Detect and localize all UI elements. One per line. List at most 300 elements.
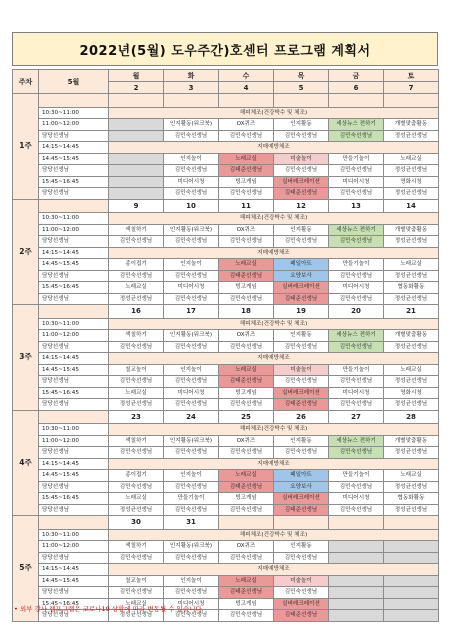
week-date-row xyxy=(13,305,439,319)
schedule-row xyxy=(13,318,439,330)
activity-cell: 색칠하기 xyxy=(109,435,164,447)
activity-cell: 페일아트 xyxy=(274,259,329,271)
teacher-cell: 김민숙선생님 xyxy=(329,270,384,282)
date-cell: 23 xyxy=(109,410,164,424)
activity-cell: 노래교실 xyxy=(219,364,274,376)
date-cell: 26 xyxy=(274,410,329,424)
time-cell: 담당선생님 xyxy=(39,236,109,248)
schedule-row xyxy=(13,575,439,587)
time-cell: 10:30~11:00 xyxy=(39,424,109,436)
activity-cell: 인지놀이 xyxy=(164,153,219,165)
activity-cell: 영화시청 xyxy=(384,176,439,188)
activity-cell: 색칠하기 xyxy=(109,330,164,342)
time-cell: 11:00~12:00 xyxy=(39,541,109,553)
date-cell: 9 xyxy=(109,199,164,213)
date-cell: 10 xyxy=(164,199,219,213)
time-cell: 담당선생님 xyxy=(39,165,109,177)
week-label: 1주 xyxy=(13,94,39,200)
date-cell xyxy=(164,94,219,108)
activity-cell: 빙고게임 xyxy=(219,598,274,610)
teacher-cell: 김민숙선생님 xyxy=(219,293,274,305)
teacher-cell: 정성균선생님 xyxy=(109,504,164,516)
teacher-cell: 정성균선생님 xyxy=(109,399,164,411)
day-header: 금 xyxy=(329,70,384,82)
time-cell: 담당선생님 xyxy=(39,610,109,622)
date-row-spacer xyxy=(39,199,109,213)
teacher-cell xyxy=(109,188,164,200)
date-cell xyxy=(384,516,439,530)
day-header: 토 xyxy=(384,70,439,82)
schedule-row xyxy=(13,552,439,564)
activity-cell: 개별맞춤활동 xyxy=(384,435,439,447)
time-cell: 담당선생님 xyxy=(39,341,109,353)
activity-cell: 미디어시청 xyxy=(164,387,219,399)
time-cell: 담당선생님 xyxy=(39,188,109,200)
activity-cell: 노래교실 xyxy=(109,598,164,610)
time-cell: 10:30~11:00 xyxy=(39,213,109,225)
activity-cell: 노래교실 xyxy=(384,153,439,165)
teacher-cell: 김민숙선생님 xyxy=(329,236,384,248)
activity-cell: 인지활동 xyxy=(274,541,329,553)
activity-cell: 만들기놀이 xyxy=(164,493,219,505)
schedule-row xyxy=(13,236,439,248)
time-cell: 10:30~11:00 xyxy=(39,107,109,119)
common-activity: 해피체조(건강박수 및 체조) xyxy=(109,213,439,225)
common-activity: 해피체조(건강박수 및 체조) xyxy=(109,107,439,119)
teacher-cell: 김민숙선생님 xyxy=(274,341,329,353)
activity-cell: 협동화활동 xyxy=(384,493,439,505)
activity-cell: 노래교실 xyxy=(109,493,164,505)
date-row-spacer xyxy=(39,94,109,108)
teacher-cell: 김민숙선생님 xyxy=(219,188,274,200)
activity-cell: 인지활동(워크북) xyxy=(164,224,219,236)
activity-cell: 노래교실 xyxy=(109,387,164,399)
teacher-cell: 정성균선생님 xyxy=(109,293,164,305)
teacher-cell: 김민숙선생님 xyxy=(219,610,274,622)
teacher-cell: 정성균선생님 xyxy=(384,399,439,411)
teacher-cell: 김민숙선생님 xyxy=(109,587,164,599)
teacher-cell: 김태준선생님 xyxy=(219,376,274,388)
activity-cell: 인지놀이 xyxy=(164,470,219,482)
week-date-row xyxy=(13,199,439,213)
schedule-row xyxy=(13,424,439,436)
schedule-row xyxy=(13,130,439,142)
activity-cell: 만들기놀이 xyxy=(329,153,384,165)
time-cell: 14:45~15:45 xyxy=(39,153,109,165)
activity-cell: 인지활동 xyxy=(274,330,329,342)
teacher-cell: 정성균선생님 xyxy=(384,447,439,459)
activity-cell: 미디어시청 xyxy=(164,282,219,294)
teacher-cell: 김민숙선생님 xyxy=(164,165,219,177)
teacher-cell: 김민숙선생님 xyxy=(109,552,164,564)
teacher-cell: 김태준선생님 xyxy=(219,587,274,599)
activity-cell: 빙고게임 xyxy=(219,176,274,188)
teacher-cell: 김민숙선생님 xyxy=(109,447,164,459)
teacher-cell: 김민숙선생님 xyxy=(219,236,274,248)
month-header: 5월 xyxy=(39,70,109,94)
common-activity: 해피체조(건강박수 및 체조) xyxy=(109,318,439,330)
common-activity: 지매예방체조 xyxy=(109,564,439,576)
schedule-row xyxy=(13,353,439,365)
schedule-row xyxy=(13,364,439,376)
activity-cell: 실버레크레이션 xyxy=(274,176,329,188)
activity-cell: 세상뉴스 전하기 xyxy=(329,224,384,236)
activity-cell xyxy=(329,541,384,553)
teacher-cell xyxy=(329,587,384,599)
time-cell: 담당선생님 xyxy=(39,552,109,564)
teacher-cell xyxy=(384,610,439,622)
date-cell: 27 xyxy=(329,410,384,424)
teacher-cell: 김민숙선생님 xyxy=(164,587,219,599)
date-cell xyxy=(109,94,164,108)
activity-cell: 인지활동 xyxy=(274,119,329,131)
date-cell xyxy=(384,94,439,108)
activity-cell: 미디어시청 xyxy=(164,176,219,188)
time-cell: 10:30~11:00 xyxy=(39,318,109,330)
teacher-cell: 김민숙선생님 xyxy=(164,610,219,622)
activity-cell: 페일아트 xyxy=(274,470,329,482)
activity-cell: 인지놀이 xyxy=(164,364,219,376)
activity-cell: 만들기놀이 xyxy=(329,364,384,376)
teacher-cell: 김민숙선생님 xyxy=(109,236,164,248)
teacher-cell: 김민숙선생님 xyxy=(274,587,329,599)
schedule-row xyxy=(13,493,439,505)
schedule-row xyxy=(13,399,439,411)
time-cell: 담당선생님 xyxy=(39,376,109,388)
time-cell: 담당선생님 xyxy=(39,399,109,411)
teacher-cell: 김민숙선생님 xyxy=(164,270,219,282)
activity-cell: 미디어시청 xyxy=(329,282,384,294)
activity-cell: 실버레크레이션 xyxy=(274,282,329,294)
teacher-cell: 김민숙선생님 xyxy=(109,376,164,388)
date-cell: 17 xyxy=(164,305,219,319)
teacher-cell: 김민숙선생님 xyxy=(219,552,274,564)
teacher-cell xyxy=(329,552,384,564)
activity-cell: 노래교실 xyxy=(384,470,439,482)
teacher-cell: 김태준선생님 xyxy=(219,165,274,177)
activity-cell: 만들기놀이 xyxy=(329,470,384,482)
teacher-cell: 김민숙선생님 xyxy=(164,376,219,388)
schedule-row xyxy=(13,330,439,342)
date-cell: 14 xyxy=(384,199,439,213)
teacher-cell: 김태준선생님 xyxy=(274,188,329,200)
time-cell: 담당선생님 xyxy=(39,270,109,282)
activity-cell: OX퀴즈 xyxy=(219,224,274,236)
activity-cell xyxy=(384,541,439,553)
teacher-cell: 김민숙선생님 xyxy=(164,236,219,248)
date-cell: 13 xyxy=(329,199,384,213)
date-cell: 24 xyxy=(164,410,219,424)
schedule-row xyxy=(13,435,439,447)
activity-cell: OX퀴즈 xyxy=(219,435,274,447)
teacher-cell: 요양보사 xyxy=(274,481,329,493)
teacher-cell: 정성균선생님 xyxy=(384,376,439,388)
schedule-row xyxy=(13,376,439,388)
activity-cell: 노래교실 xyxy=(219,153,274,165)
activity-cell: 색칠하기 xyxy=(109,224,164,236)
activity-cell: 인지활동(워크북) xyxy=(164,119,219,131)
time-cell: 11:00~12:00 xyxy=(39,435,109,447)
day-header: 수 xyxy=(219,70,274,82)
week-date-row xyxy=(13,516,439,530)
common-activity: 지매예방체조 xyxy=(109,247,439,259)
teacher-cell: 김민숙선생님 xyxy=(274,552,329,564)
common-activity: 지매예방체조 xyxy=(109,458,439,470)
teacher-cell: 김민숙선생님 xyxy=(219,504,274,516)
activity-cell: 미디어시청 xyxy=(329,387,384,399)
date-row-spacer xyxy=(39,410,109,424)
teacher-cell: 김민숙선생님 xyxy=(164,481,219,493)
teacher-cell: 정성균선생님 xyxy=(384,188,439,200)
activity-cell xyxy=(109,153,164,165)
date-header: 6 xyxy=(329,82,384,94)
schedule-row xyxy=(13,341,439,353)
day-header: 화 xyxy=(164,70,219,82)
schedule-row xyxy=(13,458,439,470)
activity-cell: 실버레크레이션 xyxy=(274,598,329,610)
time-cell: 담당선생님 xyxy=(39,293,109,305)
schedule-row xyxy=(13,247,439,259)
teacher-cell xyxy=(384,587,439,599)
schedule-row xyxy=(13,270,439,282)
activity-cell: 종이접기 xyxy=(109,470,164,482)
teacher-cell: 김민숙선생님 xyxy=(164,341,219,353)
teacher-cell xyxy=(329,610,384,622)
activity-cell: 개별맞춤활동 xyxy=(384,224,439,236)
date-header: 4 xyxy=(219,82,274,94)
teacher-cell: 김민숙선생님 xyxy=(164,399,219,411)
activity-cell: 영화시청 xyxy=(384,387,439,399)
date-cell: 31 xyxy=(164,516,219,530)
teacher-cell: 김민숙선생님 xyxy=(329,376,384,388)
activity-cell xyxy=(109,119,164,131)
teacher-cell: 정성균선생님 xyxy=(384,130,439,142)
schedule-row xyxy=(13,541,439,553)
date-cell: 20 xyxy=(329,305,384,319)
date-cell: 28 xyxy=(384,410,439,424)
time-cell: 14:15~14:45 xyxy=(39,142,109,154)
week-label: 5주 xyxy=(13,516,39,622)
time-cell: 15:45~16:45 xyxy=(39,598,109,610)
activity-cell: 인지놀이 xyxy=(164,575,219,587)
activity-cell: 협동화활동 xyxy=(384,282,439,294)
teacher-cell: 김민숙선생님 xyxy=(329,399,384,411)
week-label: 2주 xyxy=(13,199,39,305)
activity-cell: 개별맞춤활동 xyxy=(384,330,439,342)
activity-cell: 노래교실 xyxy=(384,364,439,376)
date-cell: 21 xyxy=(384,305,439,319)
time-cell: 11:00~12:00 xyxy=(39,330,109,342)
teacher-cell: 김민숙선생님 xyxy=(219,399,274,411)
schedule-row xyxy=(13,529,439,541)
teacher-cell: 김민숙선생님 xyxy=(219,341,274,353)
teacher-cell: 정성균선생님 xyxy=(384,504,439,516)
date-cell xyxy=(274,516,329,530)
schedule-row xyxy=(13,259,439,271)
activity-cell: 인지활동 xyxy=(274,224,329,236)
time-cell: 14:15~14:45 xyxy=(39,353,109,365)
teacher-cell: 김민숙선생님 xyxy=(109,341,164,353)
week-label: 3주 xyxy=(13,305,39,411)
time-cell: 14:15~14:45 xyxy=(39,247,109,259)
date-row-spacer xyxy=(39,305,109,319)
schedule-row xyxy=(13,293,439,305)
activity-cell: 노래교실 xyxy=(109,282,164,294)
teacher-cell: 정성균선생님 xyxy=(384,293,439,305)
date-cell xyxy=(274,94,329,108)
date-cell: 25 xyxy=(219,410,274,424)
date-header: 2 xyxy=(109,82,164,94)
teacher-cell: 김민숙선생님 xyxy=(329,341,384,353)
schedule-row xyxy=(13,165,439,177)
time-cell: 14:45~15:45 xyxy=(39,470,109,482)
teacher-cell: 정성균선생님 xyxy=(384,341,439,353)
teacher-cell: 김민숙선생님 xyxy=(164,552,219,564)
date-cell xyxy=(329,94,384,108)
time-cell: 11:00~12:00 xyxy=(39,119,109,131)
activity-cell: 인지활동 xyxy=(274,435,329,447)
activity-cell: 색칠하기 xyxy=(109,541,164,553)
teacher-cell: 김민숙선생님 xyxy=(164,130,219,142)
teacher-cell: 정성균선생님 xyxy=(384,481,439,493)
activity-cell: 인지놀이 xyxy=(164,259,219,271)
time-cell: 15:45~16:45 xyxy=(39,493,109,505)
schedule-row xyxy=(13,470,439,482)
time-cell: 14:45~15:45 xyxy=(39,259,109,271)
footnote: • 외부 강사 램프그램은 코로나19 상황에 따라 변동될 수 있습니다. xyxy=(14,605,204,613)
activity-cell: OX퀴즈 xyxy=(219,541,274,553)
time-cell: 14:15~14:45 xyxy=(39,564,109,576)
teacher-cell: 김태준선생님 xyxy=(274,504,329,516)
teacher-cell: 김민숙선생님 xyxy=(329,165,384,177)
common-activity: 해피체조(건강박수 및 체조) xyxy=(109,529,439,541)
teacher-cell: 정성균선생님 xyxy=(384,236,439,248)
activity-cell: 미술놀이 xyxy=(274,364,329,376)
teacher-cell: 김민숙선생님 xyxy=(329,130,384,142)
teacher-cell: 김민숙선생님 xyxy=(329,504,384,516)
teacher-cell: 정성균선생님 xyxy=(384,165,439,177)
week-date-row xyxy=(13,410,439,424)
teacher-cell: 김민숙선생님 xyxy=(164,447,219,459)
teacher-cell: 김민숙선생님 xyxy=(164,504,219,516)
date-cell xyxy=(329,516,384,530)
teacher-cell: 김태준선생님 xyxy=(219,481,274,493)
time-cell: 담당선생님 xyxy=(39,481,109,493)
schedule-row xyxy=(13,188,439,200)
activity-cell: OX퀴즈 xyxy=(219,119,274,131)
activity-cell xyxy=(109,176,164,188)
teacher-cell: 김태준선생님 xyxy=(274,399,329,411)
activity-cell: 만들기놀이 xyxy=(329,259,384,271)
activity-cell: 빙고게임 xyxy=(219,493,274,505)
activity-cell: 인지활동(워크북) xyxy=(164,330,219,342)
activity-cell: 세상뉴스 전하기 xyxy=(329,330,384,342)
common-activity: 해피체조(건강박수 및 체조) xyxy=(109,424,439,436)
activity-cell: 노래교실 xyxy=(219,575,274,587)
activity-cell: 노래교실 xyxy=(384,259,439,271)
activity-cell: 미디어시청 xyxy=(329,493,384,505)
teacher-cell xyxy=(109,165,164,177)
page-title: 2022년(5월) 도우주간)호센터 프로그램 계획서 xyxy=(12,32,438,66)
teacher-cell: 정성균선생님 xyxy=(384,270,439,282)
date-cell: 16 xyxy=(109,305,164,319)
common-activity: 지매예방체조 xyxy=(109,142,439,154)
schedule-row xyxy=(13,282,439,294)
time-cell: 담당선생님 xyxy=(39,130,109,142)
time-cell: 14:45~15:45 xyxy=(39,364,109,376)
teacher-cell: 김태준선생님 xyxy=(274,293,329,305)
activity-cell: 종이접기 xyxy=(109,259,164,271)
week-label: 4주 xyxy=(13,410,39,516)
date-header: 7 xyxy=(384,82,439,94)
activity-cell: OX퀴즈 xyxy=(219,330,274,342)
teacher-cell: 김태준선생님 xyxy=(219,270,274,282)
teacher-cell xyxy=(384,552,439,564)
week-column-header: 주차 xyxy=(13,70,39,94)
schedule-row xyxy=(13,119,439,131)
teacher-cell: 김민숙선생님 xyxy=(274,130,329,142)
activity-cell: 칠교놀이 xyxy=(109,364,164,376)
activity-cell: 빙고게임 xyxy=(219,282,274,294)
schedule-row xyxy=(13,587,439,599)
activity-cell: 미디어시청 xyxy=(329,176,384,188)
schedule-row xyxy=(13,107,439,119)
teacher-cell xyxy=(109,130,164,142)
activity-cell: 미술놀이 xyxy=(274,153,329,165)
activity-cell: 인지활동(워크북) xyxy=(164,435,219,447)
teacher-cell: 김민숙선생님 xyxy=(109,481,164,493)
date-cell xyxy=(219,516,274,530)
time-cell: 10:30~11:00 xyxy=(39,529,109,541)
teacher-cell: 김민숙선생님 xyxy=(164,293,219,305)
teacher-cell: 김민숙선생님 xyxy=(219,447,274,459)
activity-cell xyxy=(329,575,384,587)
time-cell: 14:15~14:45 xyxy=(39,458,109,470)
date-cell: 19 xyxy=(274,305,329,319)
common-activity: 지매예방체조 xyxy=(109,353,439,365)
activity-cell: 노래교실 xyxy=(219,470,274,482)
schedule-row xyxy=(13,224,439,236)
activity-cell: 세상뉴스 전하기 xyxy=(329,435,384,447)
teacher-cell: 김민숙선생님 xyxy=(109,270,164,282)
day-header: 목 xyxy=(274,70,329,82)
activity-cell xyxy=(384,598,439,610)
date-header: 5 xyxy=(274,82,329,94)
teacher-cell: 김민숙선생님 xyxy=(329,188,384,200)
activity-cell: 개별맞춤활동 xyxy=(384,119,439,131)
day-header: 월 xyxy=(109,70,164,82)
schedule-row xyxy=(13,564,439,576)
schedule-row xyxy=(13,481,439,493)
schedule-row xyxy=(13,142,439,154)
header-row xyxy=(13,70,439,82)
time-cell: 11:00~12:00 xyxy=(39,224,109,236)
time-cell: 담당선생님 xyxy=(39,587,109,599)
time-cell: 담당선생님 xyxy=(39,504,109,516)
teacher-cell: 김민숙선생님 xyxy=(219,130,274,142)
date-row-spacer xyxy=(39,516,109,530)
date-cell: 12 xyxy=(274,199,329,213)
schedule-table xyxy=(12,69,439,622)
teacher-cell: 김민숙선생님 xyxy=(164,188,219,200)
teacher-cell: 김민숙선생님 xyxy=(329,481,384,493)
teacher-cell: 김태준선생님 xyxy=(274,610,329,622)
time-cell: 14:45~15:45 xyxy=(39,575,109,587)
activity-cell xyxy=(384,575,439,587)
date-cell: 18 xyxy=(219,305,274,319)
teacher-cell: 정성균선생님 xyxy=(109,610,164,622)
week-date-row xyxy=(13,94,439,108)
